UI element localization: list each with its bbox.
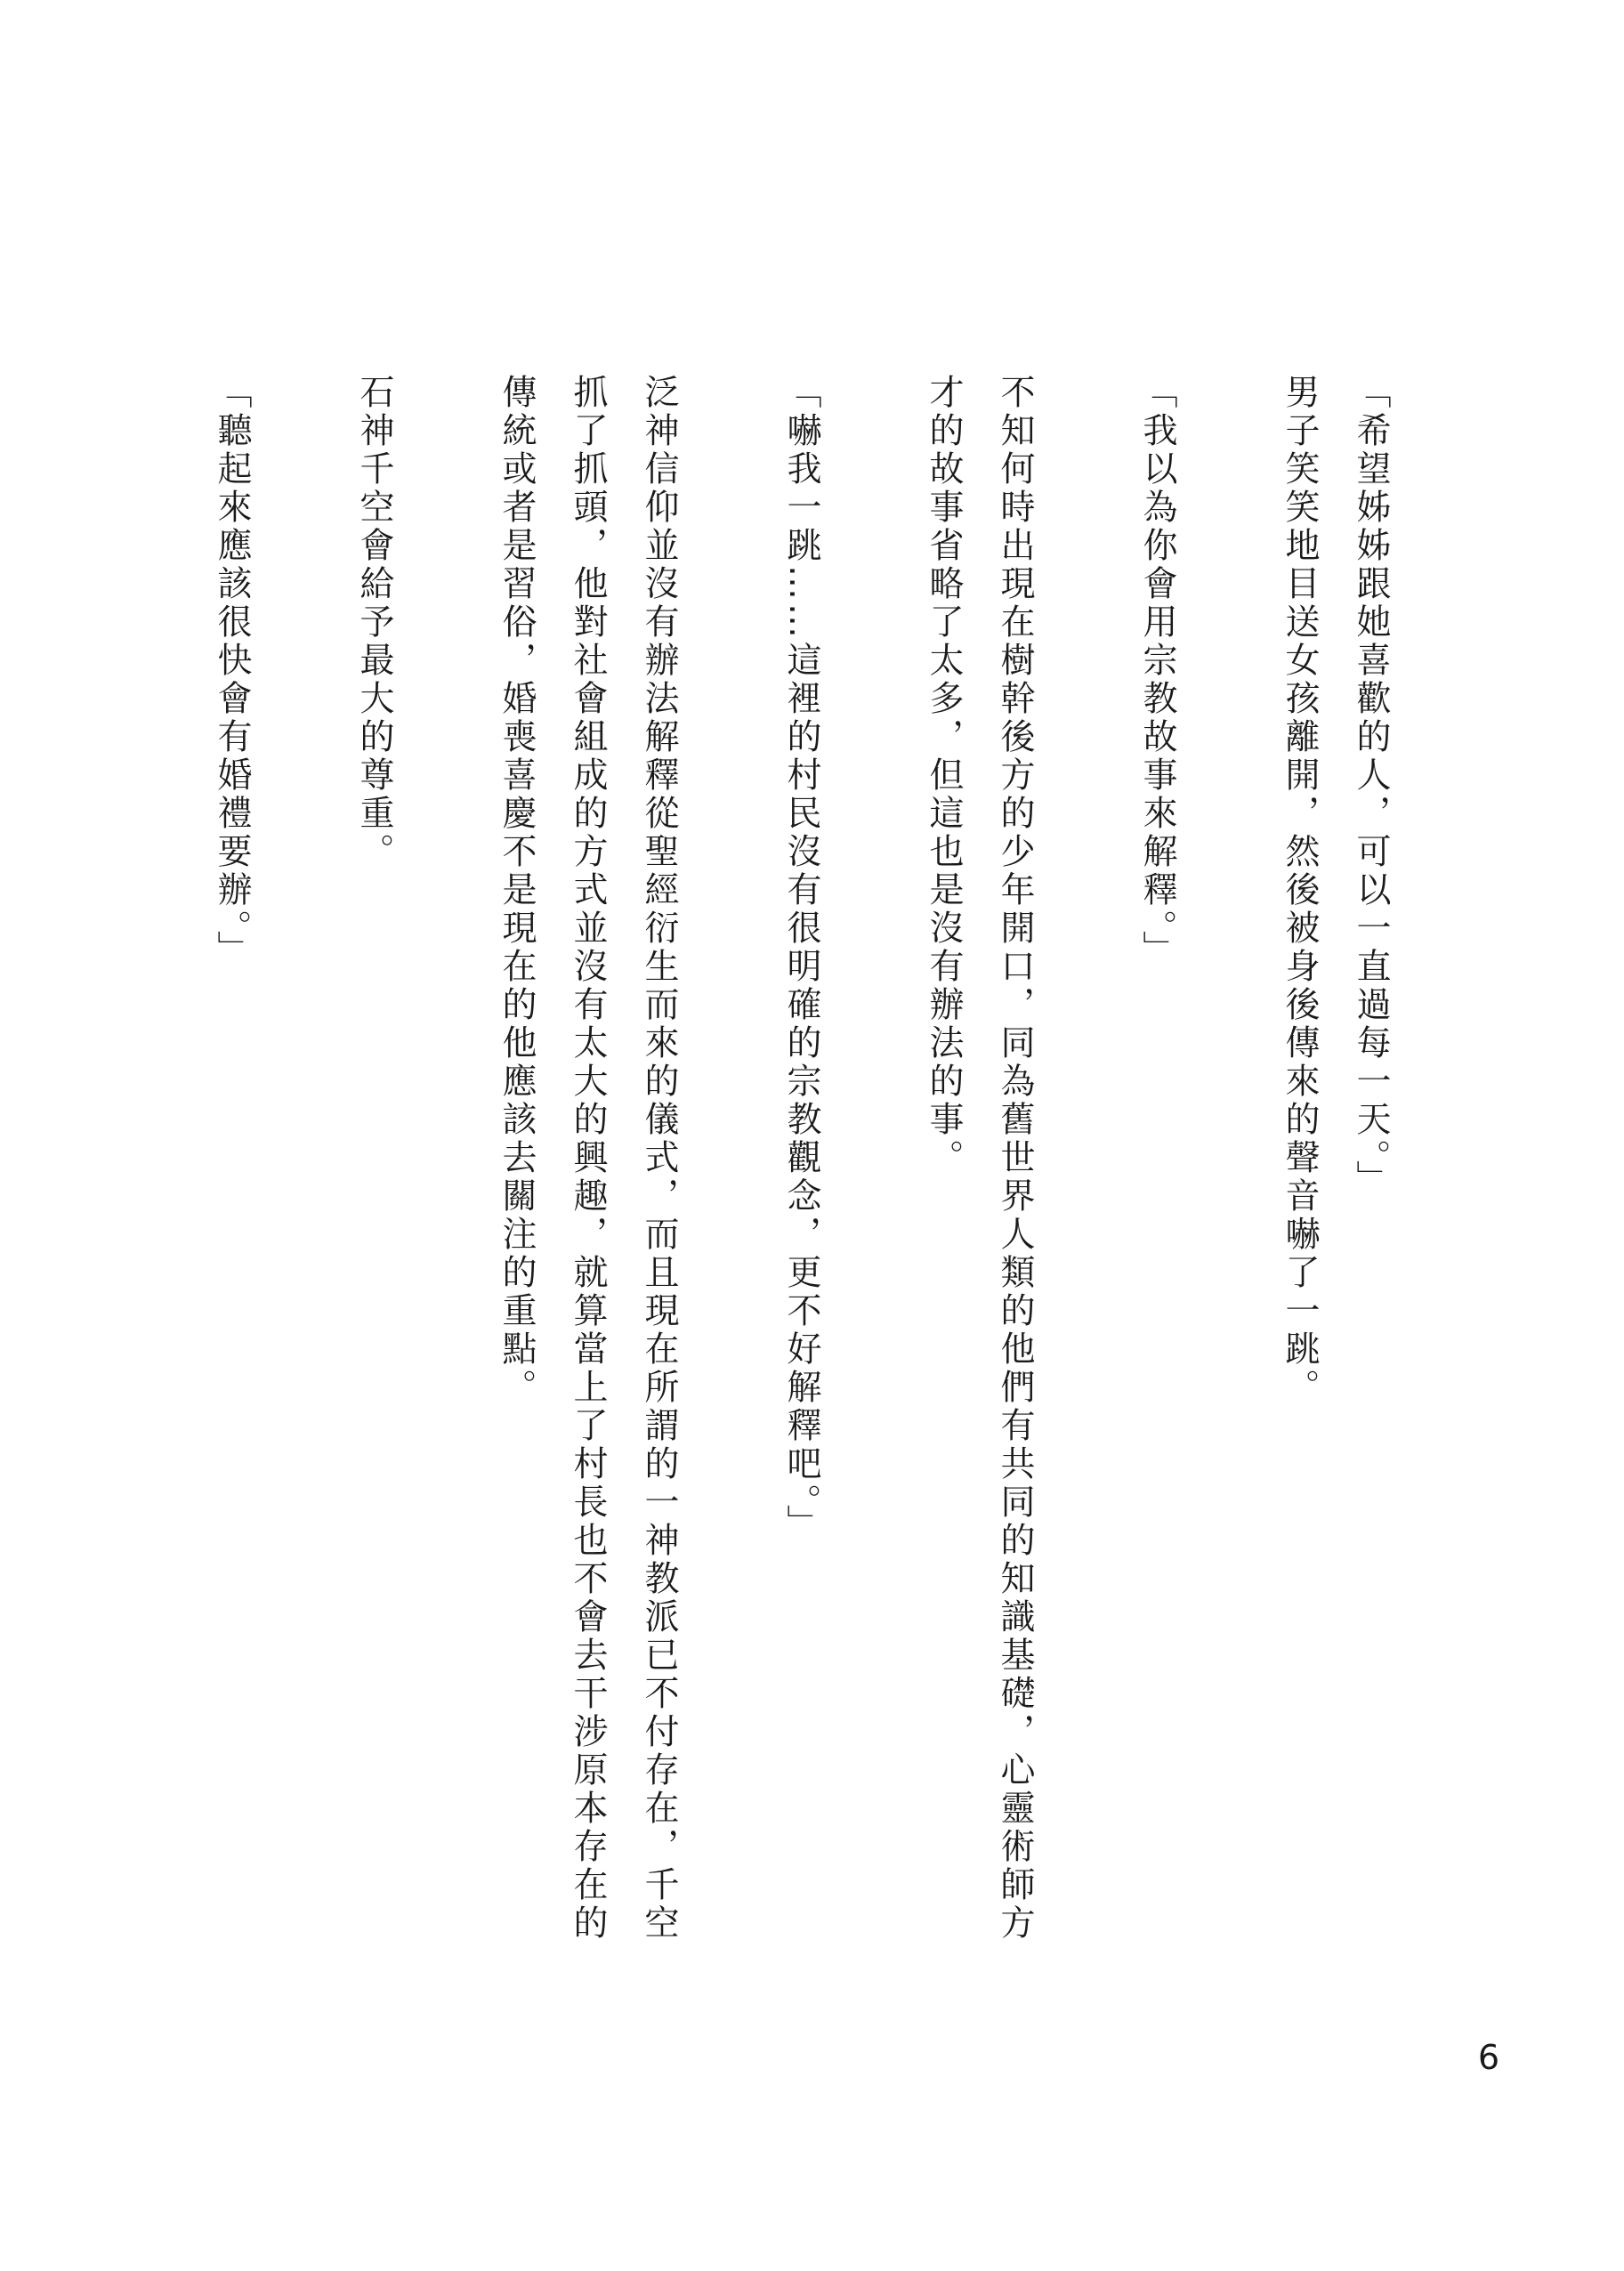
page-number: 6: [1477, 2038, 1499, 2077]
paragraph-4: 不知何時出現在樹幹後方的少年開口，同為舊世界人類的他們有共同的知識基礎，心靈術師方才的故事省略了太多，但這也是沒有辦法的事。: [924, 374, 1035, 1943]
paragraph-1: 「希望姊姊跟她喜歡的人，可以一直過每一天。」: [1351, 374, 1391, 1199]
paragraph-6: 泛神信仰並沒有辦法解釋從聖經衍生而來的儀式，而且現在所謂的一神教派已不付存在，千空抓了抓頭，他對社會組成的方式並沒有太大的興趣，就算當上了村長也不會去干涉原本存在的傳統或者是習俗，婚喪喜慶不是現在的他應該去關注的重點。: [497, 374, 679, 1943]
paragraph-3: 「我以為你會用宗教故事來解釋。」: [1137, 374, 1177, 969]
paragraph-8: 「聽起來應該很快會有婚禮要辦。」: [212, 374, 252, 969]
vertical-text-body: [125, 374, 1406, 1958]
paragraph-2: 男子笑笑地目送女孩離開，然後被身後傳來的聲音嚇了一跳。: [1280, 374, 1320, 1407]
paragraph-5: 「嚇我一跳……這裡的村民沒有很明確的宗教觀念，更不好解釋吧。」: [781, 374, 821, 1543]
paragraph-7: 石神千空會給予最大的尊重。: [354, 374, 394, 871]
